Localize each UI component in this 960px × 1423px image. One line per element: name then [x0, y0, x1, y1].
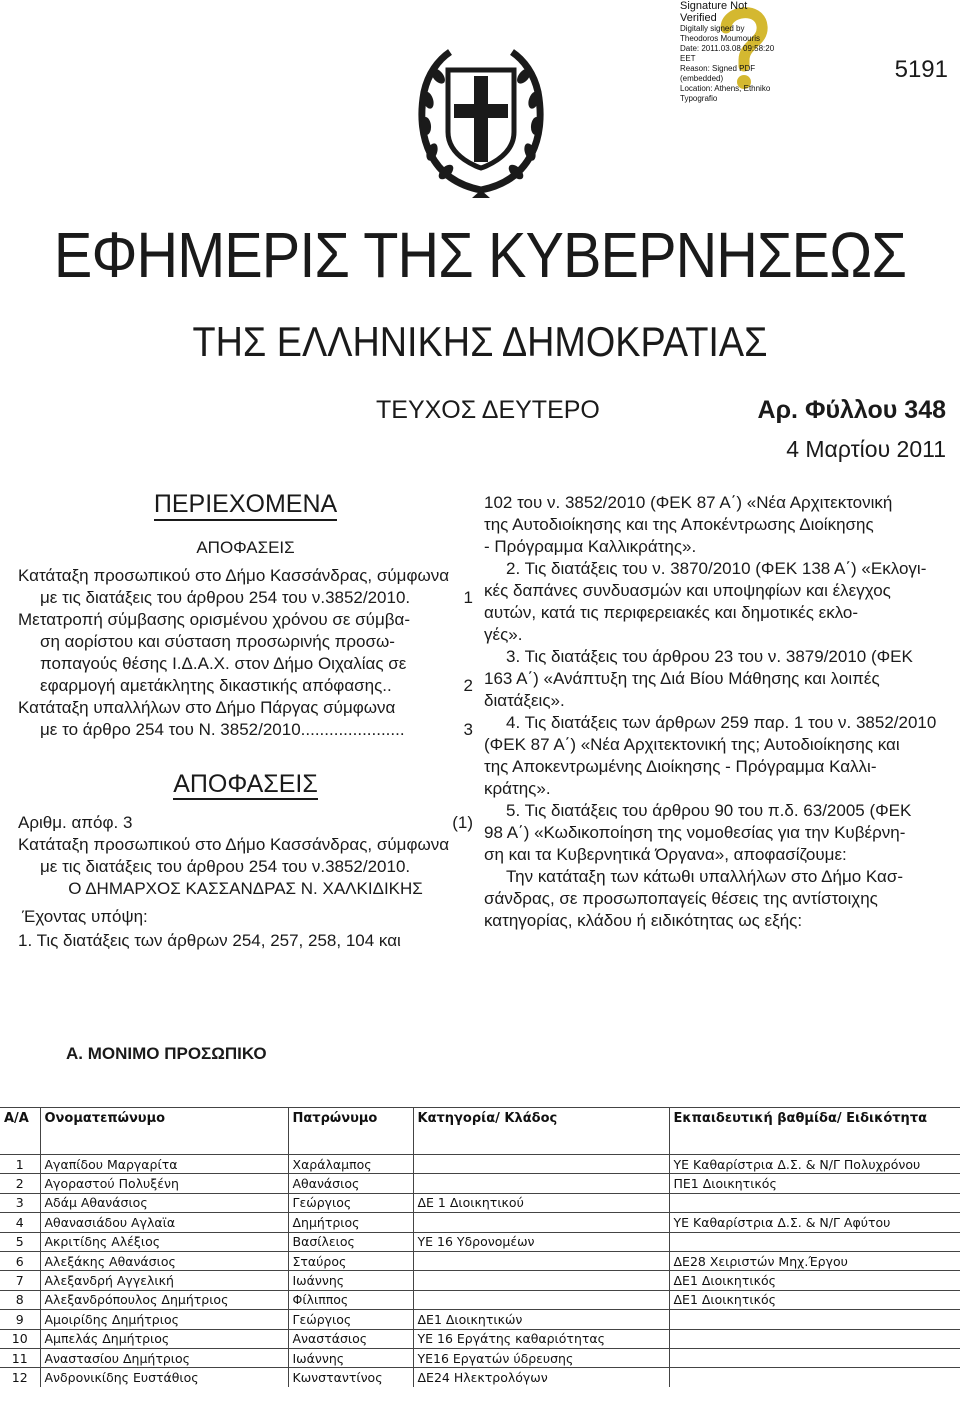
- decision-ref: (1): [452, 813, 473, 832]
- cell-name: Αλεξάκης Αθανάσιος: [40, 1251, 288, 1270]
- body-line: αυτών, κατά τις περιφερειακές και δημοτικές εκλο-: [484, 603, 859, 622]
- table-row: [0, 1193, 960, 1212]
- table-row: [0, 1368, 960, 1387]
- cell-education: ΥΕ Καθαρίστρια Δ.Σ. & Ν/Γ Αφύτου: [669, 1213, 960, 1232]
- table-header-row: [0, 1108, 960, 1155]
- cell-aa: 9: [0, 1310, 40, 1329]
- cell-father: Βασίλειος: [288, 1232, 413, 1251]
- signature-line: (embedded): [680, 74, 724, 83]
- cell-aa: 10: [0, 1329, 40, 1348]
- cell-education: [669, 1348, 960, 1367]
- cell-aa: 11: [0, 1348, 40, 1367]
- cell-education: ΔΕ1 Διοικητικός: [669, 1290, 960, 1309]
- body-line: ση και τα Κυβερνητικά Όργανα», αποφασίζουμε:: [484, 845, 847, 864]
- cell-name: Αγοραστού Πολυξένη: [40, 1174, 288, 1193]
- cell-aa: 1: [0, 1155, 40, 1174]
- cell-education: ΔΕ28 Χειριστών Μηχ.Έργου: [669, 1251, 960, 1270]
- cell-aa: 6: [0, 1251, 40, 1270]
- body-line: (ΦΕΚ 87 Α΄) «Νέα Αρχιτεκτονική της; Αυτοδιοίκησης και: [484, 735, 900, 754]
- body-line: 3. Τις διατάξεις του άρθρου 23 του ν. 3879/2010 (ΦΕΚ: [506, 647, 913, 666]
- cell-father: Ιωάννης: [288, 1348, 413, 1367]
- cell-category: [413, 1174, 669, 1193]
- cell-father: Κωνσταντίνος: [288, 1368, 413, 1387]
- cell-category: ΔΕ24 Ηλεκτρολόγων: [413, 1368, 669, 1387]
- cell-category: ΔΕ1 Διοικητικών: [413, 1310, 669, 1329]
- body-line: κές δαπάνες συνδυασμών και υποψηφίων και έλεγχος: [484, 581, 891, 600]
- cell-education: ΔΕ1 Διοικητικός: [669, 1271, 960, 1290]
- toc-entry: [18, 609, 473, 697]
- decision-paragraph: 1. Τις διατάξεις των άρθρων 254, 257, 258, 104 και: [18, 931, 401, 950]
- table-row: [0, 1155, 960, 1174]
- toc-page-number: 3: [463, 720, 473, 739]
- cell-education: ΥΕ Καθαρίστρια Δ.Σ. & Ν/Γ Πολυχρόνου: [669, 1155, 960, 1174]
- cell-category: ΥΕ16 Εργατών ύδρευσης: [413, 1348, 669, 1367]
- table-row: [0, 1251, 960, 1270]
- signature-line: EET: [680, 54, 696, 63]
- cell-father: Φίλιππος: [288, 1290, 413, 1309]
- cell-name: Αθανασιάδου Αγλαϊα: [40, 1213, 288, 1232]
- cell-category: [413, 1213, 669, 1232]
- cell-father: Δημήτριος: [288, 1213, 413, 1232]
- body-line: κατηγορίας, κλάδου ή ειδικότητας ως εξής:: [484, 911, 803, 930]
- toc-page-number: 1: [463, 588, 473, 607]
- gazette-title: ΕΦΗΜΕΡΙΣ ΤΗΣ ΚΥΒΕΡΝΗΣΕΩΣ: [53, 219, 907, 291]
- decision-title-line: με τις διατάξεις του άρθρου 254 του ν.3852/2010.: [40, 857, 411, 876]
- cell-aa: 4: [0, 1213, 40, 1232]
- cell-aa: 5: [0, 1232, 40, 1251]
- header-cell-education: Εκπαιδευτική βαθμίδα/ Ειδικότητα: [669, 1108, 960, 1155]
- signature-line: Verified: [680, 12, 717, 24]
- decisions-heading: [18, 770, 473, 799]
- decision-number-label: Αριθμ. απόφ. 3: [18, 813, 133, 832]
- table-row: [0, 1329, 960, 1348]
- decision-right-column: [484, 492, 960, 932]
- cell-education: [669, 1193, 960, 1212]
- cell-category: [413, 1271, 669, 1290]
- cell-father: Αναστάσιος: [288, 1329, 413, 1348]
- toc-entry-line: Κατάταξη προσωπικού στο Δήμο Κασσάνδρας, σύμφωνα: [18, 566, 450, 585]
- body-line: κράτης».: [484, 779, 551, 798]
- cell-father: Ιωάννης: [288, 1271, 413, 1290]
- cell-name: Αλεξανδρή Αγγελική: [40, 1271, 288, 1290]
- cell-education: [669, 1368, 960, 1387]
- cell-category: [413, 1290, 669, 1309]
- decisions-heading-text: ΑΠΟΦΑΣΕΙΣ: [173, 770, 318, 798]
- cell-category: ΥΕ 16 Υδρονομέων: [413, 1232, 669, 1251]
- body-line: 2. Τις διατάξεις του ν. 3870/2010 (ΦΕΚ 138 Α΄) «Εκλογι-: [506, 559, 927, 578]
- cell-name: Αμοιρίδης Δημήτριος: [40, 1310, 288, 1329]
- body-line: 5. Τις διατάξεις του άρθρου 90 του π.δ. 63/2005 (ΦΕΚ: [506, 801, 912, 820]
- cell-father: Αθανάσιος: [288, 1174, 413, 1193]
- cell-father: Γεώργιος: [288, 1193, 413, 1212]
- cell-category: ΔΕ 1 Διοικητικού: [413, 1193, 669, 1212]
- body-line: 102 του ν. 3852/2010 (ΦΕΚ 87 Α΄) «Νέα Αρχιτεκτονική: [484, 493, 893, 512]
- signature-line: Digitally signed by: [680, 24, 745, 33]
- toc-entry-line: εφαρμογή αμετάκλητης δικαστικής απόφασης..: [40, 676, 392, 695]
- cell-name: Αναστασίου Δημήτριος: [40, 1348, 288, 1367]
- cell-aa: 8: [0, 1290, 40, 1309]
- cell-category: ΥΕ 16 Εργάτης καθαριότητας: [413, 1329, 669, 1348]
- table-row: [0, 1271, 960, 1290]
- body-line: σάνδρας, σε προσωποπαγείς θέσεις της αντίστοιχης: [484, 889, 878, 908]
- header-cell-aa: Α/Α: [0, 1108, 40, 1155]
- body-line: 98 Α΄) «Κωδικοποίηση της νομοθεσίας για την Κυβέρνη-: [484, 823, 906, 842]
- cell-education: [669, 1329, 960, 1348]
- body-line: - Πρόγραμμα Καλλικράτης».: [484, 537, 697, 556]
- decision-authority: Ο ΔΗΜΑΡΧΟΣ ΚΑΣΣΑΝΔΡΑΣ Ν. ΧΑΛΚΙΔΙΚΗΣ: [68, 879, 423, 898]
- signature-line: Reason: Signed PDF: [680, 64, 756, 73]
- cell-name: Αλεξανδρόπουλος Δημήτριος: [40, 1290, 288, 1309]
- toc-entry-line: Κατάταξη υπαλλήλων στο Δήμο Πάργας σύμφωνα: [18, 698, 396, 717]
- body-line: της Αποκεντρωμένης Διοίκησης - Πρόγραμμα Καλλι-: [484, 757, 877, 776]
- toc-entry-line: ποπαγούς θέσης Ι.Δ.Α.Χ. στον Δήμο Οιχαλίας σε: [40, 654, 407, 673]
- staff-table: [0, 1107, 960, 1387]
- cell-category: [413, 1155, 669, 1174]
- cell-father: Σταύρος: [288, 1251, 413, 1270]
- contents-heading: [18, 490, 473, 519]
- contents-subheading: ΑΠΟΦΑΣΕΙΣ: [196, 538, 295, 557]
- table-row: [0, 1310, 960, 1329]
- toc-entry-line: ση αορίστου και σύσταση προσωρινής προσω-: [40, 632, 395, 651]
- sheet-number: Αρ. Φύλλου 348: [757, 396, 946, 424]
- toc-entry: [18, 565, 473, 609]
- gazette-subtitle: ΤΗΣ ΕΛΛΗΝΙΚΗΣ ΔΗΜΟΚΡΑΤΙΑΣ: [192, 318, 768, 365]
- cell-aa: 2: [0, 1174, 40, 1193]
- toc-entry-line: Μετατροπή σύμβασης ορισμένου χρόνου σε σύμβα-: [18, 610, 411, 629]
- body-line: διατάξεις».: [484, 691, 565, 710]
- cell-education: [669, 1232, 960, 1251]
- table-section-title: Α. ΜΟΝΙΜΟ ΠΡΟΣΩΠΙΚΟ: [66, 1044, 267, 1063]
- body-line: της Αυτοδιοίκησης και της Αποκέντρωσης Διοίκησης: [484, 515, 874, 534]
- toc-entry-line: με τις διατάξεις του άρθρου 254 του ν.3852/2010.: [40, 588, 411, 607]
- cell-name: Ακριτίδης Αλέξιος: [40, 1232, 288, 1251]
- cell-category: [413, 1251, 669, 1270]
- table-row: [0, 1348, 960, 1367]
- page-number: 5191: [894, 56, 948, 83]
- toc-entry-line: με το άρθρο 254 του Ν. 3852/2010......................: [40, 720, 405, 739]
- cell-name: Αμπελάς Δημήτριος: [40, 1329, 288, 1348]
- cell-name: Ανδρονικίδης Ευστάθιος: [40, 1368, 288, 1387]
- signature-line: Location: Athens, Ethniko: [680, 84, 771, 93]
- table-row: [0, 1290, 960, 1309]
- table-row: [0, 1174, 960, 1193]
- cell-aa: 3: [0, 1193, 40, 1212]
- issue-label: ΤΕΥΧΟΣ ΔΕΥΤΕΡΟ: [376, 396, 600, 424]
- signature-line: Theodoros Moumouris: [680, 34, 761, 43]
- header-cell-name: Ονοματεπώνυμο: [40, 1108, 288, 1155]
- cell-name: Αγαπίδου Μαργαρίτα: [40, 1155, 288, 1174]
- cell-aa: 12: [0, 1368, 40, 1387]
- body-line: 163 Α΄) «Ανάπτυξη της Διά Βίου Μάθησης και λοιπές: [484, 669, 880, 688]
- table-row: [0, 1232, 960, 1251]
- decision-having: Έχοντας υπόψη:: [22, 907, 148, 926]
- issue-date: 4 Μαρτίου 2011: [786, 436, 946, 462]
- decision-title: [18, 834, 473, 878]
- decision-number: [18, 812, 473, 834]
- cell-name: Αδάμ Αθανάσιος: [40, 1193, 288, 1212]
- table-row: [0, 1213, 960, 1232]
- contents-heading-text: ΠΕΡΙΕΧΟΜΕΝΑ: [154, 490, 337, 521]
- digital-signature-block: [680, 0, 790, 104]
- body-line: γές».: [484, 625, 523, 644]
- cell-education: ΠΕ1 Διοικητικός: [669, 1174, 960, 1193]
- body-line: 4. Τις διατάξεις των άρθρων 259 παρ. 1 του ν. 3852/2010: [506, 713, 937, 732]
- cell-father: Χαράλαμπος: [288, 1155, 413, 1174]
- signature-line: Typografio: [680, 94, 718, 103]
- cell-father: Γεώργιος: [288, 1310, 413, 1329]
- signature-line: Date: 2011.03.08 09:58:20: [680, 44, 775, 53]
- cell-education: [669, 1310, 960, 1329]
- coat-of-arms-emblem: [410, 40, 552, 200]
- toc-entry: [18, 697, 473, 741]
- body-line: Την κατάταξη των κάτωθι υπαλλήλων στο Δήμο Κασ-: [506, 867, 904, 886]
- decision-title-line: Κατάταξη προσωπικού στο Δήμο Κασσάνδρας, σύμφωνα: [18, 835, 450, 854]
- header-cell-father: Πατρώνυμο: [288, 1108, 413, 1155]
- signature-line: Signature Not: [680, 0, 748, 12]
- cell-aa: 7: [0, 1271, 40, 1290]
- header-cell-category: Κατηγορία/ Κλάδος: [413, 1108, 669, 1155]
- toc-page-number: 2: [463, 676, 473, 695]
